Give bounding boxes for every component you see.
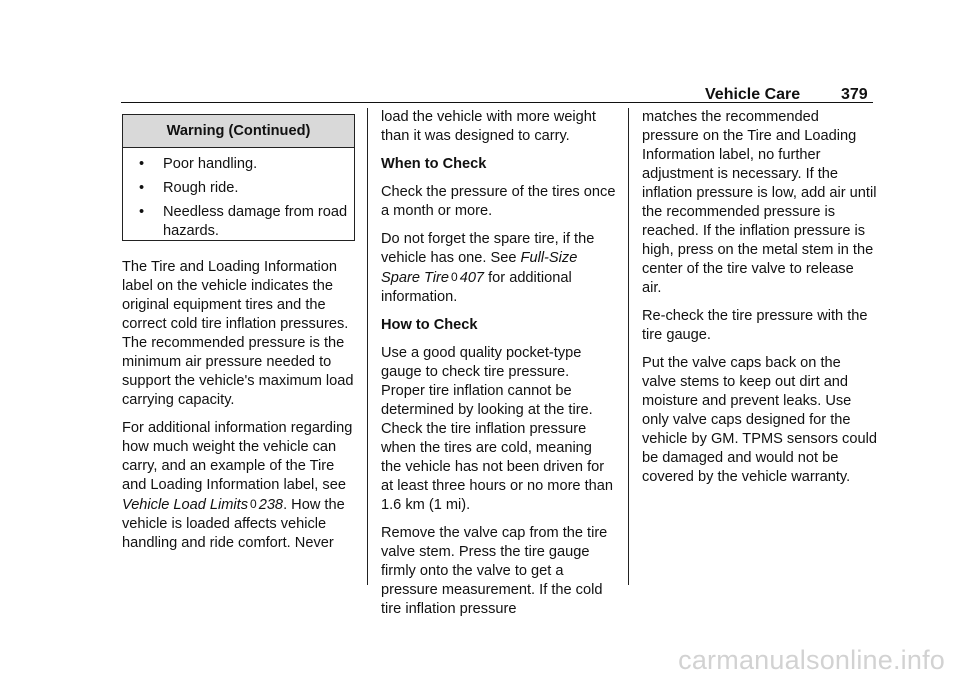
cross-reference-link[interactable]: Full-Size Spare Tire — [381, 250, 578, 286]
watermark: carmanualsonline.info — [678, 645, 945, 675]
warning-item — [123, 155, 354, 174]
bullet-icon: • — [139, 156, 145, 172]
warning-item — [123, 203, 354, 241]
page-header — [121, 80, 873, 102]
paragraph — [122, 419, 357, 553]
paragraph — [381, 230, 616, 307]
column-divider — [367, 108, 368, 585]
cross-reference-link[interactable]: Vehicle Load Limits — [122, 497, 249, 513]
paragraph: The Tire and Loading Information label on the vehicle indicates the original equipment tires and the correct cold tire inflation pressures. The recommended pressure is the minimum air pressure needed to support the vehicle's maximum load carrying capacity. — [122, 259, 354, 408]
warning-box — [122, 114, 355, 241]
section-title: Vehicle Care — [705, 86, 801, 103]
column-3 — [642, 108, 877, 496]
warning-title: Warning (Continued) — [123, 115, 354, 148]
subheading: When to Check — [381, 156, 487, 172]
page-reference-icon: 0 — [250, 497, 257, 511]
paragraph-text: for additional information. — [381, 270, 572, 305]
cross-reference-page[interactable]: 238 — [258, 497, 284, 513]
warning-list — [123, 148, 354, 241]
paragraph: Use a good quality pocket-type gauge to check tire pressure. Proper tire inflation cannot be determined by looking at the tire. Check the tire inflation pressure when the tires are cold, meaning the vehicle has not been driven for at least three hours or no more than 1.6 km (1 mi). — [381, 345, 614, 513]
header-rule — [121, 102, 873, 103]
subheading: How to Check — [381, 317, 478, 333]
paragraph: matches the recommended pressure on the Tire and Loading Information label, no further adjustment is necessary. If the inflation pressure is low, add air until the recommended pressure is reached. If the inflation pressure is high, press on the metal stem in the center of the tire valve to release air. — [642, 109, 877, 296]
warning-item-text: Poor handling. — [163, 156, 258, 172]
paragraph-text: . How the vehicle is loaded affects vehicle handling and ride comfort. Never — [122, 497, 345, 551]
bullet-icon: • — [139, 204, 145, 220]
column-2 — [381, 108, 616, 628]
warning-item-text: Needless damage from road hazards. — [163, 204, 348, 239]
column-divider — [628, 108, 629, 585]
paragraph-text: For additional information regarding how much weight the vehicle can carry, and an example of the Tire and Loading Information label, see — [122, 420, 353, 493]
paragraph-text: Do not forget the spare tire, if the vehicle has one. See — [381, 231, 595, 266]
paragraph: load the vehicle with more weight than it was designed to carry. — [381, 109, 596, 144]
page-reference-icon: 0 — [451, 270, 458, 284]
paragraph: Put the valve caps back on the valve stems to keep out dirt and moisture and prevent leaks. Use only valve caps designed for the vehicle by GM. TPMS sensors could be damaged and would not be covered by the vehicle warranty. — [642, 355, 877, 485]
paragraph: Re-check the tire pressure with the tire gauge. — [642, 308, 868, 343]
paragraph: Remove the valve cap from the tire valve stem. Press the tire gauge firmly onto the valve to get a pressure measurement. If the cold tire inflation pressure — [381, 525, 608, 617]
bullet-icon: • — [139, 180, 145, 196]
warning-item-text: Rough ride. — [163, 180, 239, 196]
cross-reference-page[interactable]: 407 — [459, 270, 485, 286]
paragraph: Check the pressure of the tires once a month or more. — [381, 184, 616, 219]
column-1 — [122, 258, 357, 562]
page-number: 379 — [841, 86, 868, 103]
warning-item — [123, 179, 354, 198]
